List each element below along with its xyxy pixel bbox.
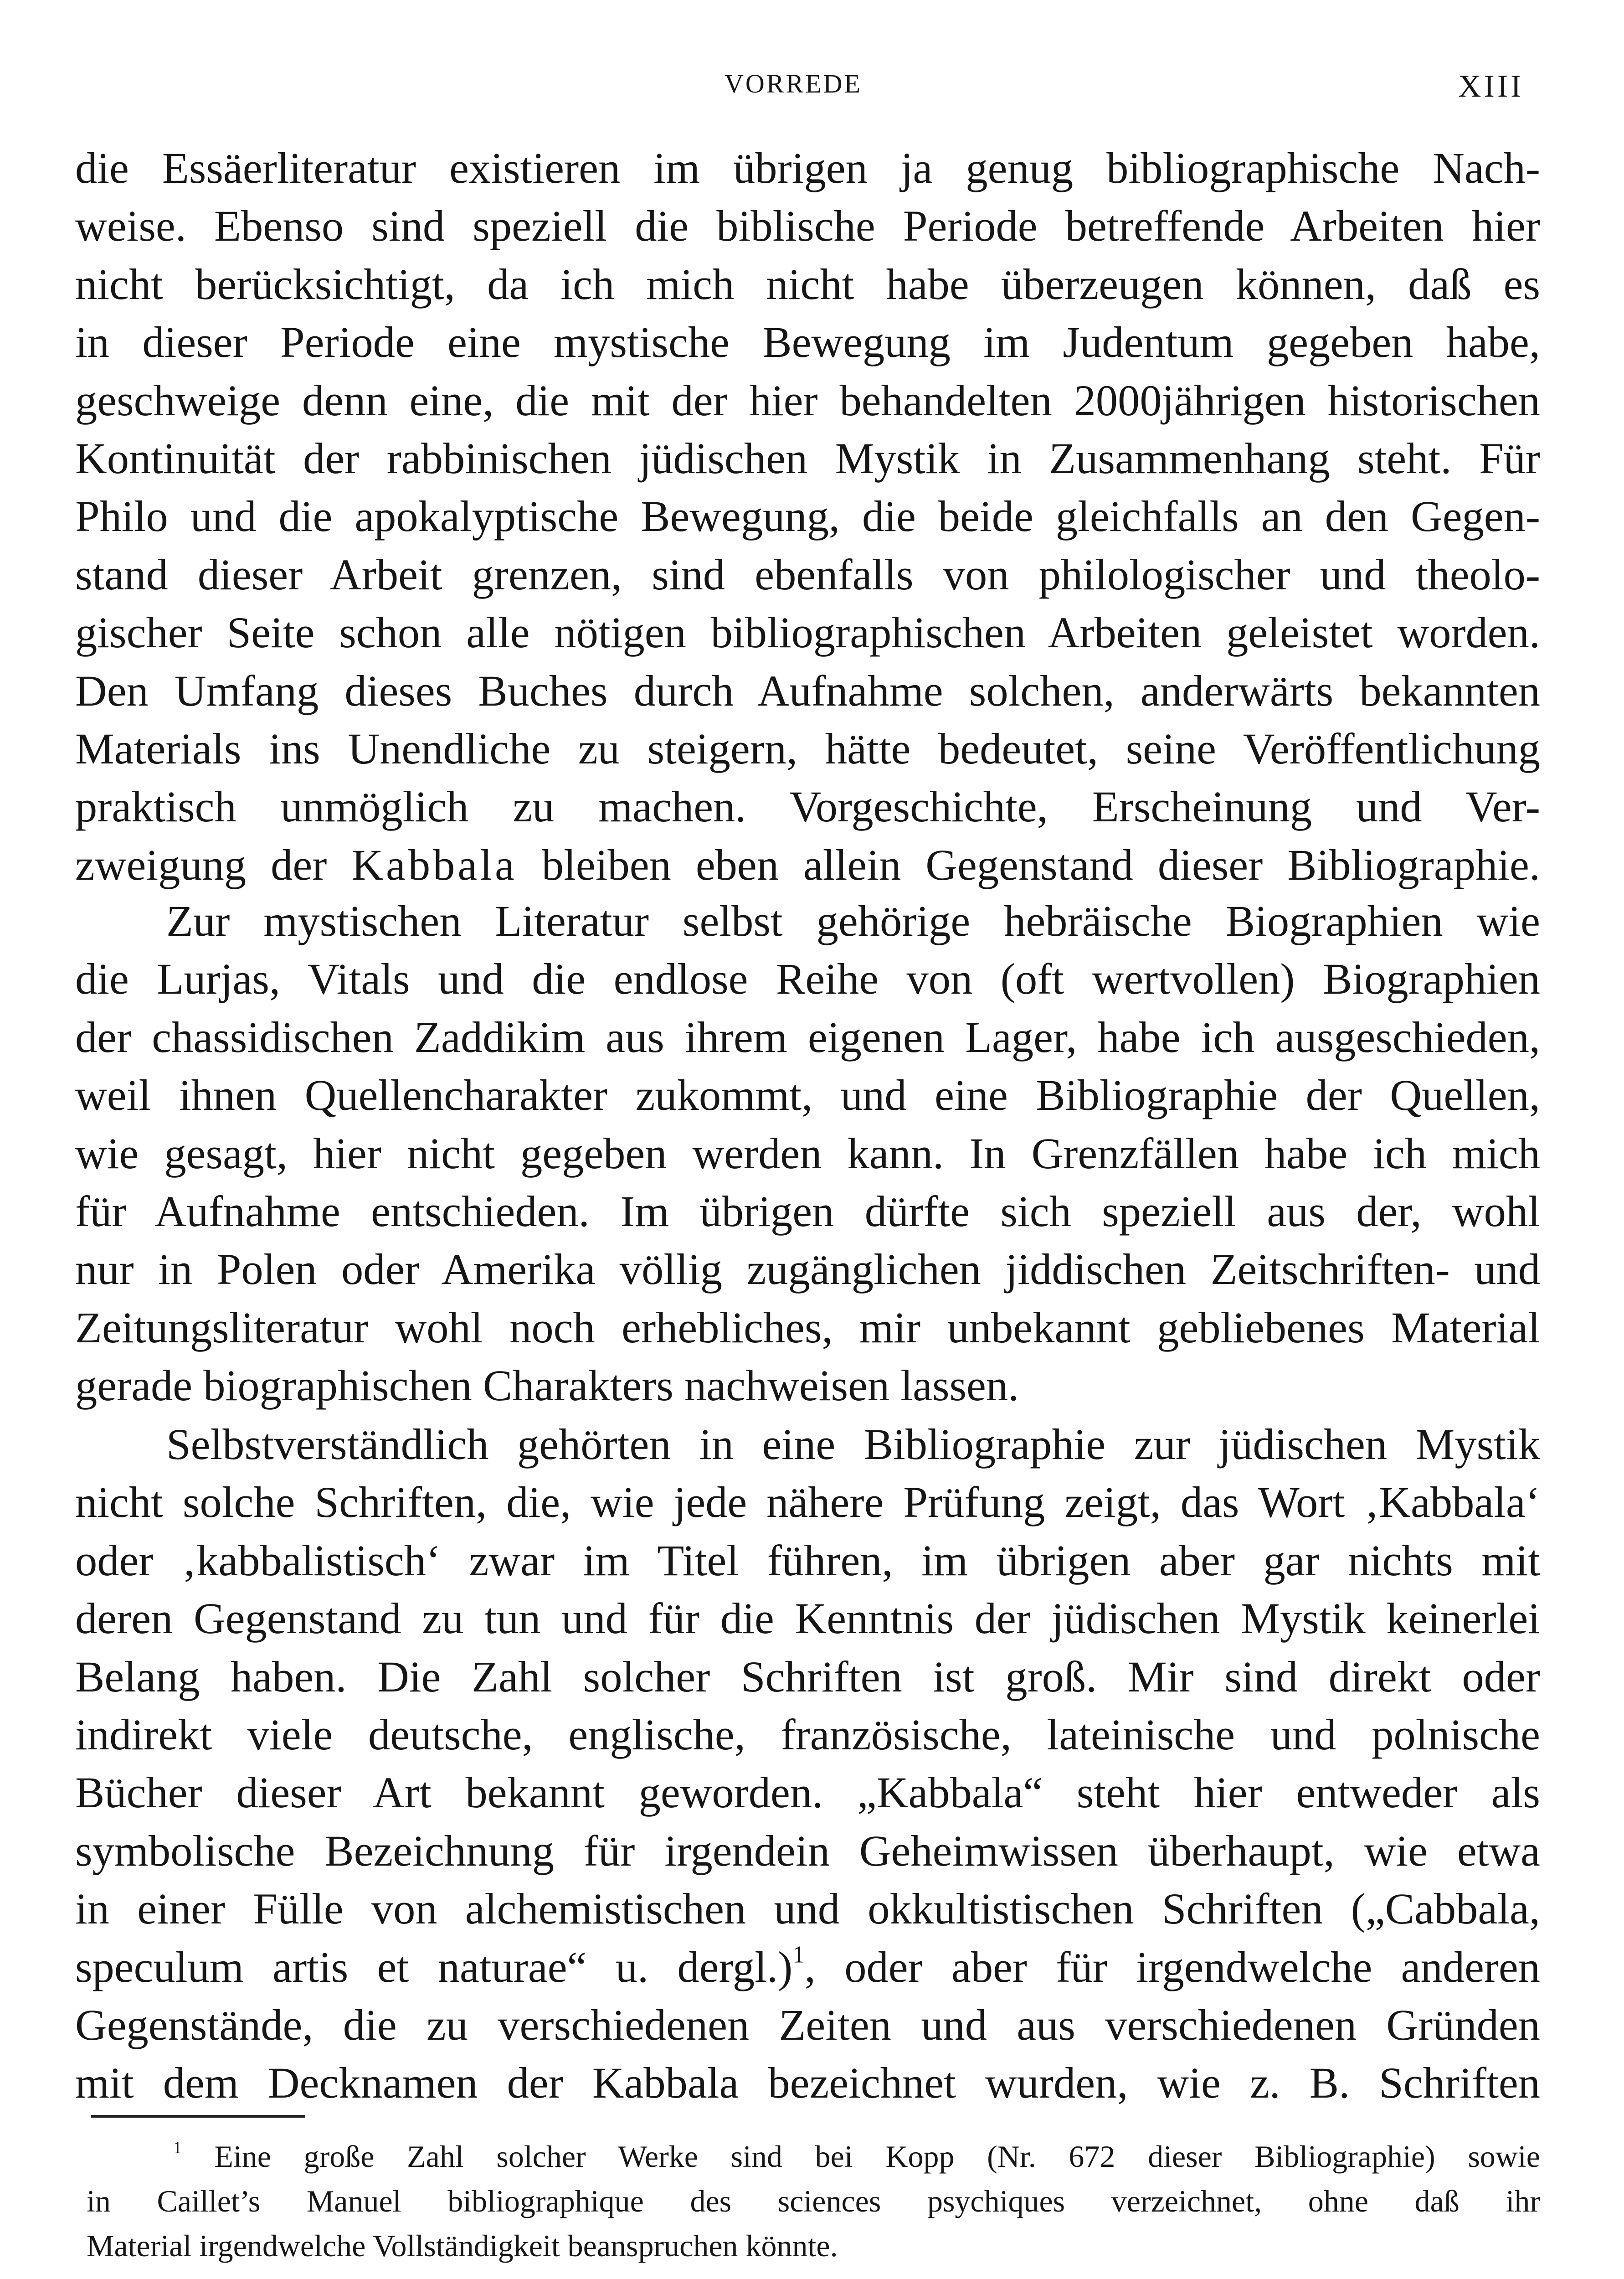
- text-line: wie gesagt, hier nicht gegeben werden kann. In Grenzfällen habe ich mich: [75, 1129, 1540, 1178]
- text-line: Belang haben. Die Zahl solcher Schriften ist groß. Mir sind direkt oder: [75, 1652, 1540, 1701]
- text-line: Bücher dieser Art bekannt geworden. „Kabbala“ steht hier entweder als: [75, 1768, 1540, 1817]
- page-number: XIII: [1458, 69, 1524, 104]
- text-line: Den Umfang dieses Buches durch Aufnahme solchen, anderwärts bekannten: [75, 666, 1540, 715]
- text-line: in einer Fülle von alchemistischen und okkultistischen Schriften („Cabbala,: [75, 1884, 1540, 1934]
- text-line: in dieser Periode eine mystische Bewegung im Judentum gegeben habe,: [75, 318, 1540, 367]
- footnote: [87, 2134, 1540, 2268]
- footnote-separator: [91, 2115, 305, 2118]
- text-line: die Essäerliteratur existieren im übrigen ja genug bibliographische Nach-: [75, 144, 1540, 192]
- text-line: Zeitungsliteratur wohl noch erhebliches, mir unbekannt gebliebenes Material: [75, 1303, 1540, 1352]
- text-line-last: [75, 836, 1540, 894]
- text-line: Gegenstände, die zu verschiedenen Zeiten und aus verschiedenen Gründen: [75, 2001, 1540, 2050]
- paragraph-2: [75, 892, 1540, 1415]
- text-line: praktisch unmöglich zu machen. Vorgeschichte, Erscheinung und Ver-: [75, 782, 1540, 831]
- paragraph-3: [75, 1415, 1540, 2112]
- text-line: Philo und die apokalyptische Bewegung, die beide gleichfalls an den Gegen-: [75, 492, 1540, 541]
- text-line: mit dem Decknamen der Kabbala bezeichnet wurden, wie z. B. Schriften: [75, 2058, 1540, 2108]
- text-run: Eine große Zahl solcher Werke sind bei Kopp (Nr. 672 dieser Bibliographie) sowie: [181, 2139, 1540, 2174]
- running-title: VORREDE: [725, 69, 862, 98]
- footnote-line: [87, 2134, 1540, 2179]
- text-line: Zur mystischen Literatur selbst gehörige hebräische Biographien wie: [166, 897, 1540, 945]
- text-line: der chassidischen Zaddikim aus ihrem eigenen Lager, habe ich ausgeschieden,: [75, 1012, 1540, 1062]
- text-line: Kontinuität der rabbinischen jüdischen Mystik in Zusammenhang steht. Für: [75, 434, 1540, 483]
- text-line: geschweige denn eine, die mit der hier behandelten 2000jährigen historischen: [75, 376, 1540, 425]
- text-line: für Aufnahme entschieden. Im übrigen dürfte sich speziell aus der, wohl: [75, 1187, 1540, 1236]
- footnote-line: Material irgendwelche Vollständigkeit beanspruchen könnte.: [87, 2228, 838, 2263]
- text-line: weil ihnen Quellencharakter zukommt, und eine Bibliographie der Quellen,: [75, 1071, 1540, 1120]
- text-line: gischer Seite schon alle nötigen bibliographischen Arbeiten geleistet worden.: [75, 608, 1540, 657]
- text-line: nicht solche Schriften, die, wie jede nähere Prüfung zeigt, das Wort ‚Kabbala‘: [75, 1478, 1540, 1527]
- text-line: stand dieser Arbeit grenzen, sind ebenfalls von philologischer und theolo-: [75, 550, 1540, 599]
- text-line: weise. Ebenso sind speziell die biblische Periode betreffende Arbeiten hier: [75, 201, 1540, 251]
- spaced-term-kabbala: Kabbala: [351, 840, 517, 889]
- text-line: symbolische Bezeichnung für irgendein Geheimwissen überhaupt, wie etwa: [75, 1826, 1540, 1875]
- text-line-with-footnote-ref: [75, 1938, 1540, 1996]
- footnote-reference[interactable]: 1: [792, 1941, 805, 1968]
- text-line: die Lurjas, Vitals und die endlose Reihe von (oft wertvollen) Biographien: [75, 954, 1540, 1004]
- text-run: speculum artis et naturae“ u. dergl.): [75, 1942, 793, 1991]
- text-line-last: gerade biographischen Charakters nachweisen lassen.: [75, 1361, 1019, 1410]
- text-line: nicht berücksichtigt, da ich mich nicht habe überzeugen können, daß es: [75, 259, 1540, 309]
- text-line: indirekt viele deutsche, englische, französische, lateinische und polnische: [75, 1710, 1540, 1759]
- text-line: deren Gegenstand zu tun und für die Kenntnis der jüdischen Mystik keinerlei: [75, 1594, 1540, 1643]
- footnote-line: in Caillet’s Manuel bibliographique des sciences psychiques verzeichnet, ohne daß ihr: [87, 2184, 1540, 2218]
- paragraph-1: [75, 139, 1540, 894]
- text-run: , oder aber für irgendwelche anderen: [804, 1942, 1540, 1991]
- footnote-marker: 1: [173, 2139, 182, 2158]
- text-line: Materials ins Unendliche zu steigern, hätte bedeutet, seine Veröffentlichung: [75, 724, 1540, 773]
- text-run: bleiben eben allein Gegenstand dieser Bibliographie.: [517, 840, 1540, 889]
- text-line: Selbstverständlich gehörten in eine Bibliographie zur jüdischen Mystik: [166, 1420, 1540, 1469]
- text-line: nur in Polen oder Amerika völlig zugänglichen jiddischen Zeitschriften- und: [75, 1245, 1540, 1294]
- text-line: oder ‚kabbalistisch‘ zwar im Titel führen, im übrigen aber gar nichts mit: [75, 1536, 1540, 1585]
- text-run: zweigung der: [75, 840, 352, 889]
